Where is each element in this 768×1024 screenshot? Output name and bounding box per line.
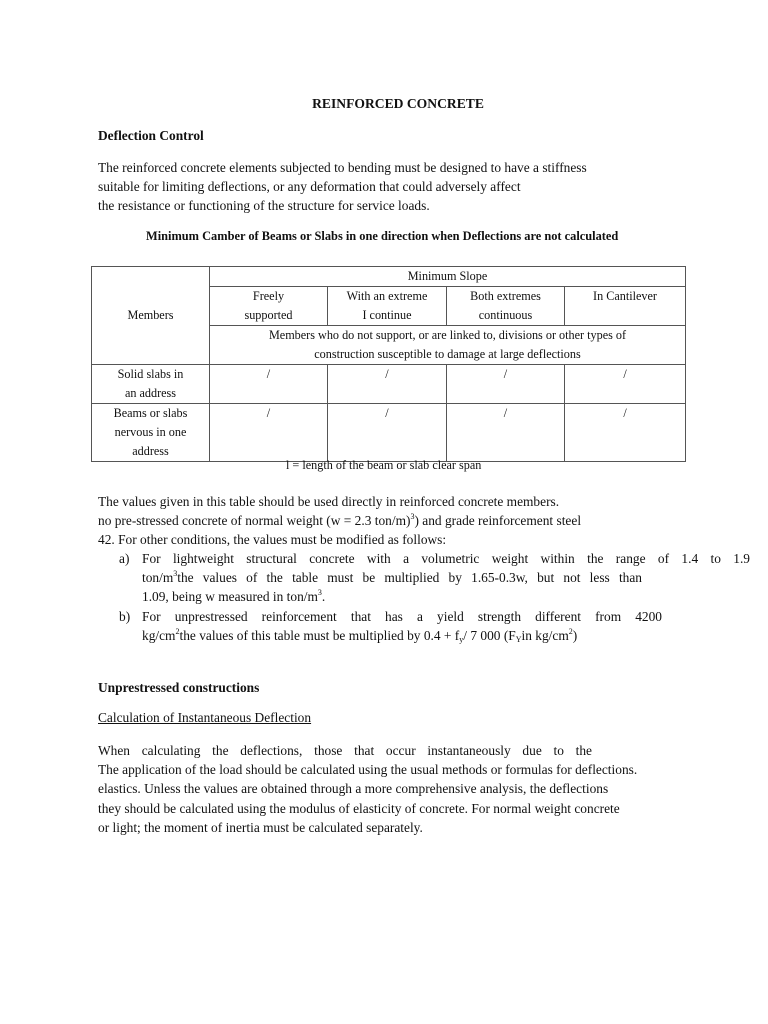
deflection-paragraph [98,741,637,837]
list-line: 1.09, being w measured in ton/$m^3$. [142,588,326,605]
paragraph-line: The reinforced concrete elements subjected to bending must be designed to have a stiffness [98,160,587,175]
table-cell: / [447,404,565,462]
list-marker-a: a) [119,551,130,566]
table-cell: / [447,365,565,404]
paragraph-line: elastics. Unless the values are obtained through a more comprehensive analysis, the deflections [98,781,609,797]
table-cell: / [328,404,447,462]
unprestressed-heading: Unprestressed constructions [98,680,260,695]
list-marker-b: b) [119,609,131,624]
list-line: ton/$m^3the$ values of the table must be multiplied by 1.65-0.3w, but not less than [142,569,642,586]
table-caption: Minimum Camber of Beams or Slabs in one direction when Deflections are not calculated [146,229,619,243]
intro-paragraph [98,158,587,216]
table-cell: / [565,404,686,462]
list-line: For unprestressed reinforcement that has a yield strength different from 4200 [142,609,662,624]
table-row [92,365,686,404]
column-header-cantilever: In Cantilever [565,287,686,326]
column-header-one-extreme-continuous: With an extreme I continue [328,287,447,326]
column-header-both-extremes-continuous: Both extremes continuous [447,287,565,326]
instantaneous-deflection-subheading: Calculation of Instantaneous Deflection [98,710,312,725]
table-cell: / [328,365,447,404]
paragraph-line: or light; the moment of inertia must be calculated separately. [98,819,423,835]
members-header: Members [92,267,210,365]
paragraph-line: suitable for limiting deflections, or any deformation that could adversely affect [98,179,521,195]
paragraph-line: the resistance or functioning of the structure for service loads. [98,198,430,214]
row-label-solid-slabs: Solid slabs in an address [92,365,210,404]
paragraph-line: The application of the load should be calculated using the usual methods or formulas for deflections. [98,762,638,778]
list-line: For lightweight structural concrete with a volumetric weight within the range of 1.4 to 1.9 [142,551,750,566]
table-subheader: Members who do not support, or are linked to, divisions or other types of construction susceptible to damage at large deflections [210,326,686,365]
table-cell: / [565,365,686,404]
paragraph-line: The values given in this table should be used directly in reinforced concrete members. [98,494,560,509]
paragraph-line: they should be calculated using the modulus of elasticity of concrete. For normal weight concrete [98,800,620,816]
list-item-a [142,549,750,607]
paragraph-line: 42. For other conditions, the values must be modified as follows: [98,532,447,548]
paragraph-line: no pre-stressed concrete of normal weight (w = 2.3 ton/m)$^3$) and grade reinforcement steel [98,512,582,529]
camber-table [91,266,686,462]
table-row [92,404,686,462]
table-cell: / [210,365,328,404]
table-cell: / [210,404,328,462]
paragraph-line: When calculating the deflections, those that occur instantaneously due to the [98,743,592,758]
list-line: $kg/cm^2the$ values of this table must be multiplied by $0.4 + f_y/$ 7 000 ($F_Yin$ $kg/cm^2$) [142,627,578,645]
table-footnote: l = length of the beam or slab clear span [286,458,482,472]
page-title: REINFORCED CONCRETE [312,96,484,111]
minimum-slope-header: Minimum Slope [210,267,686,287]
values-paragraph [98,492,581,550]
list-item-b [142,607,662,645]
column-header-freely-supported: Freely supported [210,287,328,326]
deflection-control-heading: Deflection Control [98,128,204,143]
row-label-beams-or-slabs: Beams or slabs nervous in one address [92,404,210,462]
